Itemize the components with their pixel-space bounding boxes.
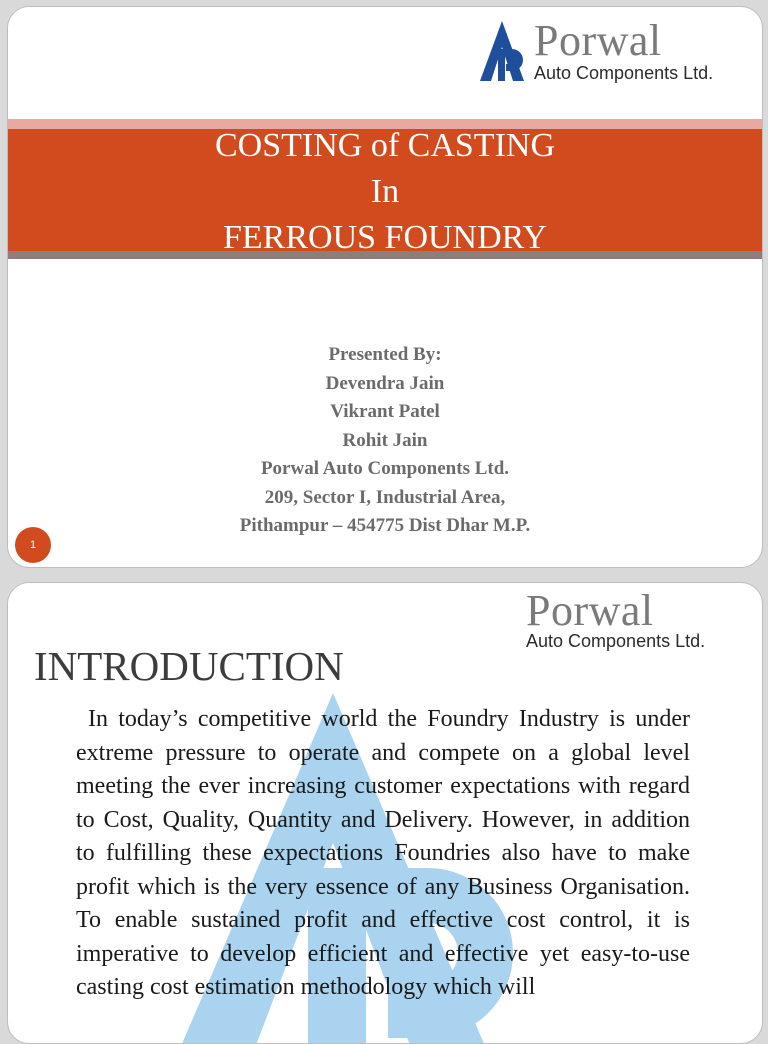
title-line: In: [370, 173, 400, 210]
logo-company-text: Auto Components Ltd.: [526, 631, 706, 651]
logo-company-text: Auto Components Ltd.: [534, 63, 714, 83]
logo-brand-text: Porwal: [534, 16, 662, 65]
address-line: 209, Sector I, Industrial Area,: [264, 486, 506, 508]
logo-brand-text: Porwal: [526, 586, 654, 635]
title-slide: [7, 6, 763, 568]
company-logo: [478, 13, 758, 85]
slide-title: [8, 123, 762, 261]
title-line: COSTING of CASTING: [215, 127, 555, 164]
introduction-slide: [7, 582, 763, 1044]
presenter-name: Devendra Jain: [325, 372, 445, 394]
intro-paragraph: In today’s competitive world the Foundry Industry is under extreme pressure to operate and compete on a global level meeting the ever increasing customer expectations with regard to Cost, Quality, Quantity and Delivery. However, in addition to fulfilling these expectations Foundries also have to make profit which is the very essence of any Business Organisation. To enable sustained profit and effective cost control, it is imperative to develop efficient and effective yet easy-to-use casting cost estimation methodology which will: [76, 706, 690, 1000]
presenter-details: [8, 341, 762, 541]
address-line: Pithampur – 454775 Dist Dhar M.P.: [239, 515, 531, 536]
company-logo: [526, 587, 762, 657]
presented-by-label: Presented By:: [328, 344, 442, 365]
company-name: Porwal Auto Components Ltd.: [260, 458, 510, 479]
slide-heading: INTRODUCTION: [34, 643, 344, 689]
presenter-name: Rohit Jain: [342, 429, 428, 451]
porwal-logo-mark-icon: [480, 19, 532, 83]
presenter-name: Vikrant Patel: [330, 401, 440, 422]
title-line: FERROUS FOUNDRY: [222, 219, 548, 256]
page-number-badge: 1: [15, 527, 51, 563]
